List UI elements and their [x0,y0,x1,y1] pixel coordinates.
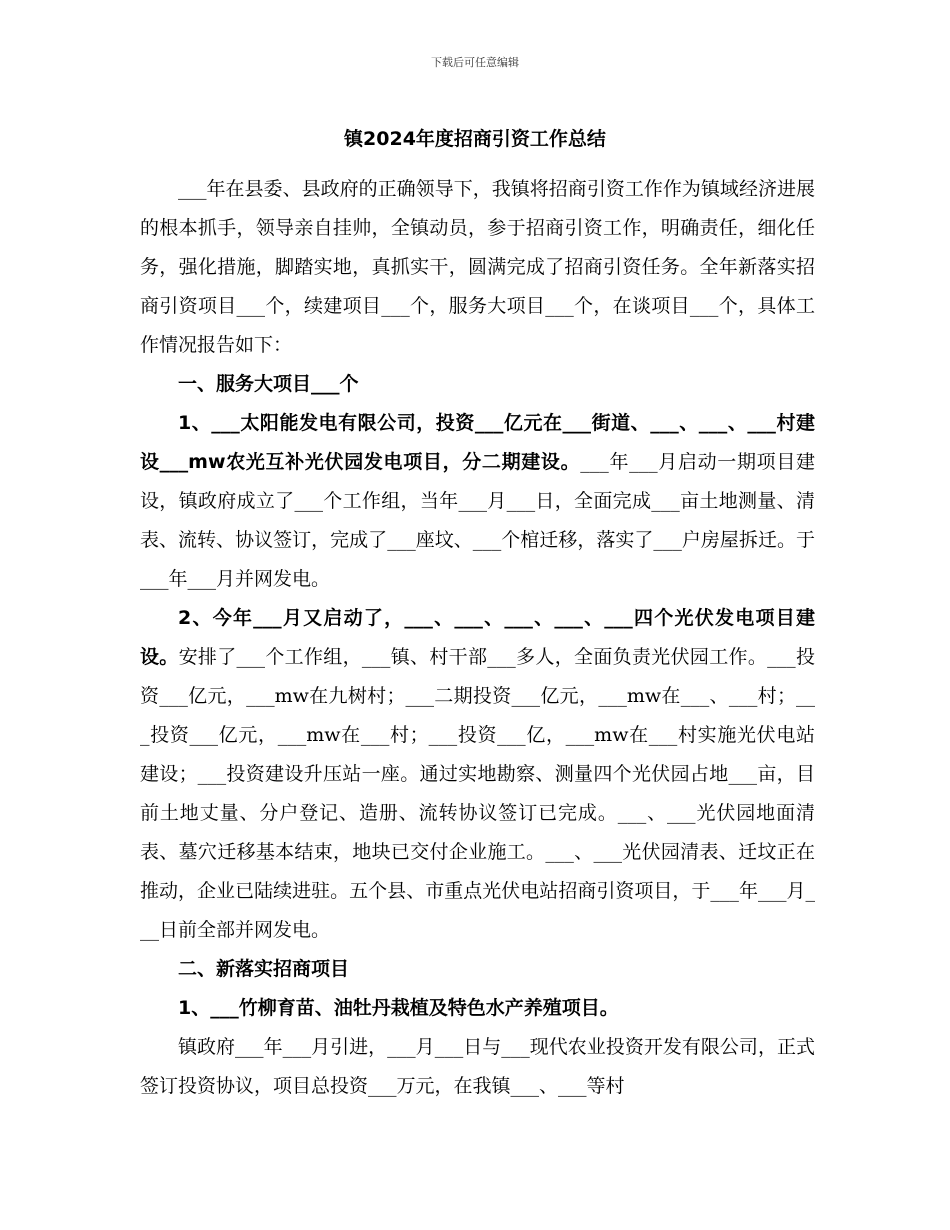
item-1-text: ___年___月启动一期项目建设，镇政府成立了___个工作组，当年___月___日，全面完成___亩土地测量、清表、流转、协议签订，完成了___座坟、___个棺迁移，落实了___户房屋拆迁。于___年___月并网发电。 [140,451,815,590]
item-2-text: 安排了___个工作组，___镇、村干部___多人，全面负责光伏园工作。___投资___亿元，___mw在九树村；___二期投资___亿元，___mw在___、___村；___投资___亿元，___mw在___村；___投资___亿，___mw在___村实施光伏电站建设；___投资建设升压站一座。通过实地勘察、测量四个光伏园占地___亩，目前土地丈量、分户登记、造册、流转协议签订已完成。___、___光伏园地面清表、墓穴迁移基本结束，地块已交付企业施工。___、___光伏园清表、迁坟正在推动，企业已陆续进驻。五个县、市重点光伏电站招商引资项目，于___年___月___日前全部并网发电。 [140,646,815,941]
item-1-paragraph [140,404,815,599]
header-note: 下载后可任意编辑 [431,56,519,69]
section-1-heading: 一、服务大项目___个 [178,373,359,395]
section-2-heading: 二、新落实招商项目 [178,958,350,980]
item-1-lead: 1、___太阳能发电有限公司，投资___亿元在___街道、___、___、___村建设___mw农光互补光伏园发电项目，分二期建设。 [140,412,815,473]
item-2-lead: 2、今年___月又启动了，___、___、___、___、___四个光伏发电项目建设。 [140,607,815,668]
intro-paragraph: ___年在县委、县政府的正确领导下，我镇将招商引资工作作为镇域经济进展的根本抓手，领导亲自挂帅，全镇动员，参于招商引资工作，明确责任，细化任务，强化措施，脚踏实地，真抓实干，圆满完成了招商引资任务。全年新落实招商引资项目___个，续建项目___个，服务大项目___个，在谈项目___个，具体工作情况报告如下： [140,178,815,356]
subsection-1-heading: 1、___竹柳育苗、油牡丹栽植及特色水产养殖项目。 [178,997,619,1019]
subsection-1-paragraph: 镇政府___年___月引进，___月___日与___现代农业投资开发有限公司，正式签订投资协议，项目总投资___万元，在我镇___、___等村 [140,1036,815,1097]
item-2-paragraph [140,599,815,950]
document-title: 镇2024年度招商引资工作总结 [344,128,606,150]
document-body [140,170,815,1106]
